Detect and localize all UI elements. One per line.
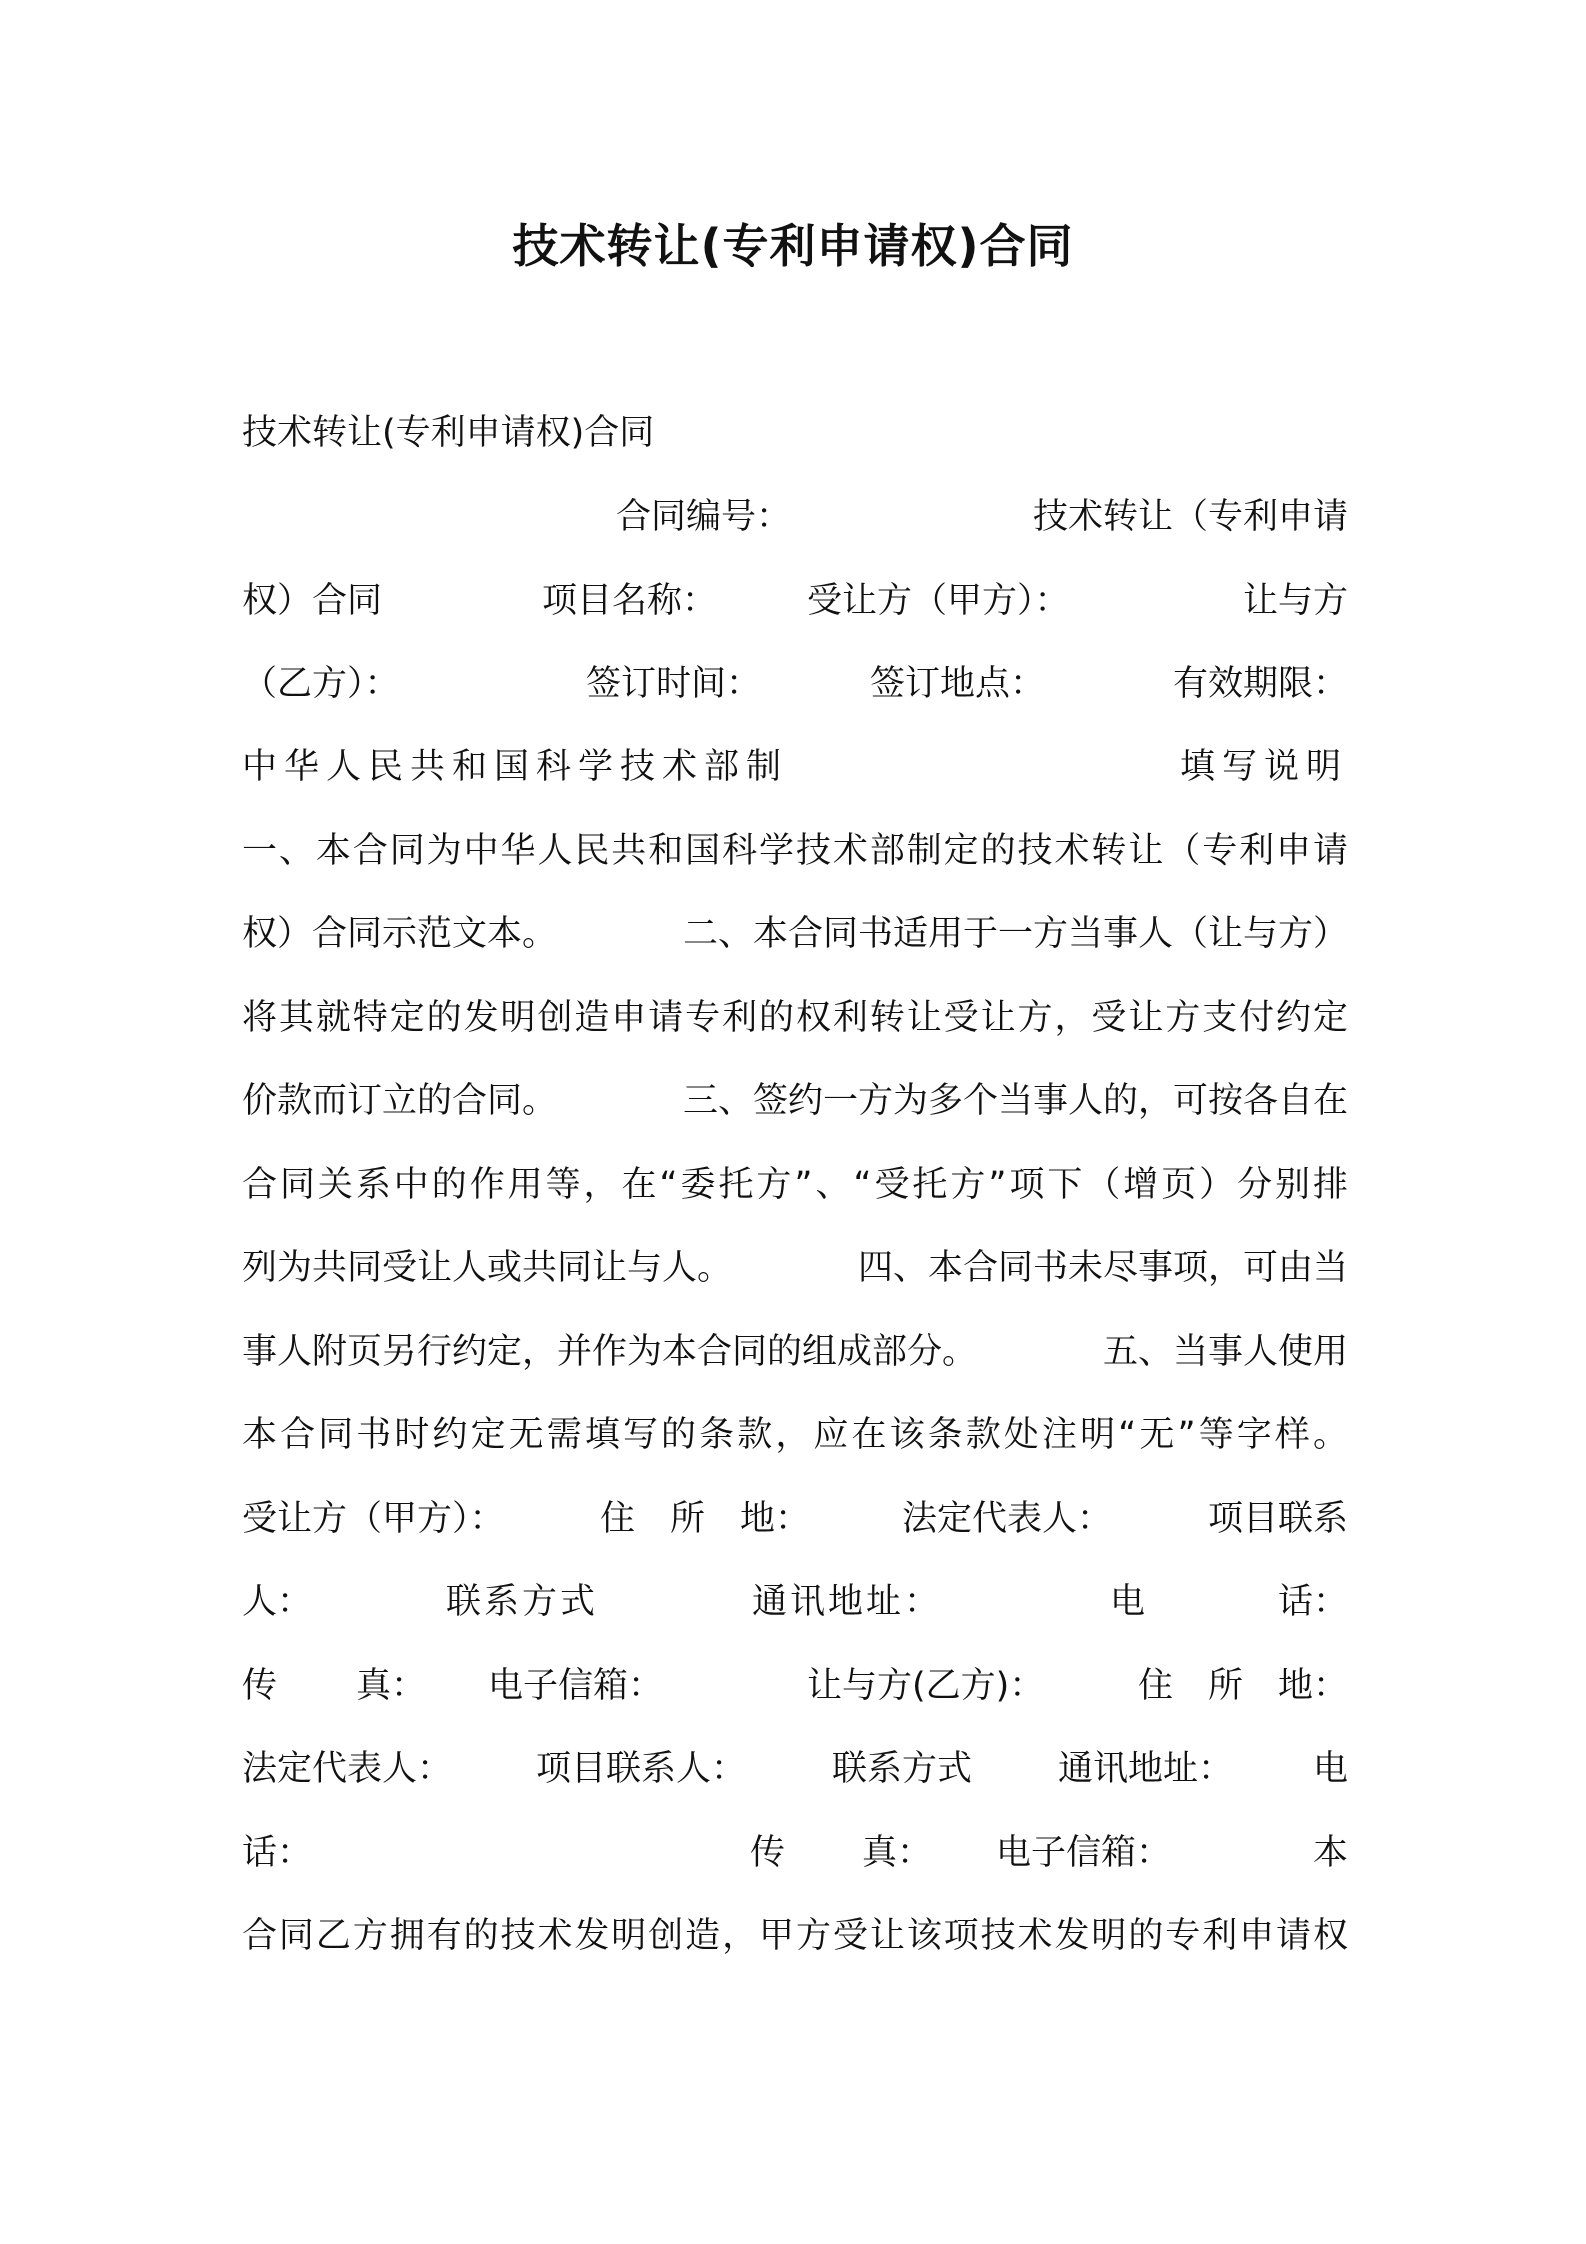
body-line xyxy=(242,1160,1351,1210)
body-line xyxy=(242,492,1348,542)
text-segment: 一、本合同为中华人民共和国科学技术部制定的技术转让（专利申请 xyxy=(242,831,1350,871)
transferor-label: 让与方 xyxy=(1242,581,1348,621)
body-line xyxy=(242,659,1348,709)
body-line xyxy=(242,1243,1348,1293)
text-segment: 话： xyxy=(1277,1582,1348,1622)
document-subtitle: 技术转让(专利申请权)合同 xyxy=(242,413,655,453)
instructions-heading: 填写说明 xyxy=(1179,747,1348,787)
email-label: 电子信箱： xyxy=(488,1666,664,1706)
signing-date-label: 签订时间： xyxy=(586,664,762,704)
body-line xyxy=(242,1828,1348,1878)
mailing-address-label: 通讯地址： xyxy=(1058,1749,1234,1789)
text-segment: （乙方）： xyxy=(242,664,400,704)
body-line xyxy=(242,1577,1348,1627)
text-segment: 权）合同 xyxy=(242,581,383,621)
contract-number-label: 合同编号： xyxy=(616,497,792,537)
body-line xyxy=(242,1327,1348,1377)
address-label: 住 所 地： xyxy=(600,1499,811,1539)
contact-method-label: 联系方式 xyxy=(832,1749,973,1789)
body-line xyxy=(242,826,1348,876)
validity-label: 有效期限： xyxy=(1172,664,1348,704)
text-segment: 本合同书时约定无需填写的条款，应在该条款处注明“无”等字样。 xyxy=(242,1415,1352,1455)
text-segment: 二、本合同书适用于一方当事人（让与方） xyxy=(682,914,1348,954)
text-segment: 将其就特定的发明创造申请专利的权利转让受让方，受让方支付约定 xyxy=(242,998,1350,1038)
text-segment: 技术转让（专利申请 xyxy=(1032,497,1348,537)
legal-rep-label: 法定代表人： xyxy=(902,1499,1113,1539)
text-segment: 传 xyxy=(750,1833,786,1873)
address-label: 住 所 地： xyxy=(1137,1666,1348,1706)
email-label: 电子信箱： xyxy=(996,1833,1172,1873)
legal-rep-label: 法定代表人： xyxy=(242,1749,453,1789)
document-title: 技术转让(专利申请权)合同 xyxy=(512,219,1074,273)
text-segment: 人： xyxy=(242,1582,313,1622)
text-segment: 电 xyxy=(1312,1749,1348,1789)
mailing-address-label: 通讯地址： xyxy=(752,1582,943,1622)
text-segment: 传 xyxy=(242,1666,278,1706)
transferor-party-label: 让与方(乙方)： xyxy=(807,1666,1045,1706)
body-line xyxy=(242,1744,1348,1794)
text-segment: 真： xyxy=(862,1833,933,1873)
body-line xyxy=(242,1494,1348,1544)
body-line xyxy=(242,993,1348,1043)
transferee-party-label: 受让方（甲方）： xyxy=(242,1499,505,1539)
body-line xyxy=(242,909,1348,959)
text-segment: 电 xyxy=(1110,1582,1146,1622)
text-segment: 话： xyxy=(242,1833,313,1873)
text-segment: 三、签约一方为多个当事人的，可按各自在 xyxy=(682,1081,1348,1121)
text-segment: 合同乙方拥有的技术发明创造，甲方受让该项技术发明的专利申请权 xyxy=(242,1916,1350,1956)
project-contact-label: 项目联系人： xyxy=(536,1749,747,1789)
text-segment: 权）合同示范文本。 xyxy=(242,914,558,954)
body-line xyxy=(242,1076,1348,1126)
body-line xyxy=(242,1410,1352,1460)
text-segment: 项目联系 xyxy=(1207,1499,1348,1539)
text-segment: 四、本合同书未尽事项，可由当 xyxy=(857,1248,1348,1288)
text-segment: 列为共同受让人或共同让与人。 xyxy=(242,1248,733,1288)
text-segment: 价款而订立的合同。 xyxy=(242,1081,558,1121)
project-name-label: 项目名称： xyxy=(542,581,718,621)
transferee-label: 受让方（甲方）： xyxy=(807,581,1070,621)
body-line xyxy=(242,1661,1348,1711)
body-line xyxy=(242,742,1348,792)
text-segment: 本 xyxy=(1312,1833,1348,1873)
body-line xyxy=(242,576,1348,626)
issuer-text: 中华人民共和国科学技术部制 xyxy=(242,747,789,787)
body-line xyxy=(242,1911,1348,1961)
text-segment: 合同关系中的作用等，在“委托方”、“受托方”项下（增页）分别排 xyxy=(242,1165,1351,1205)
text-segment: 真： xyxy=(356,1666,427,1706)
text-segment: 五、当事人使用 xyxy=(1102,1332,1348,1372)
text-segment: 事人附页另行约定，并作为本合同的组成部分。 xyxy=(242,1332,978,1372)
signing-place-label: 签订地点： xyxy=(870,664,1046,704)
contact-method-label: 联系方式 xyxy=(446,1582,599,1622)
